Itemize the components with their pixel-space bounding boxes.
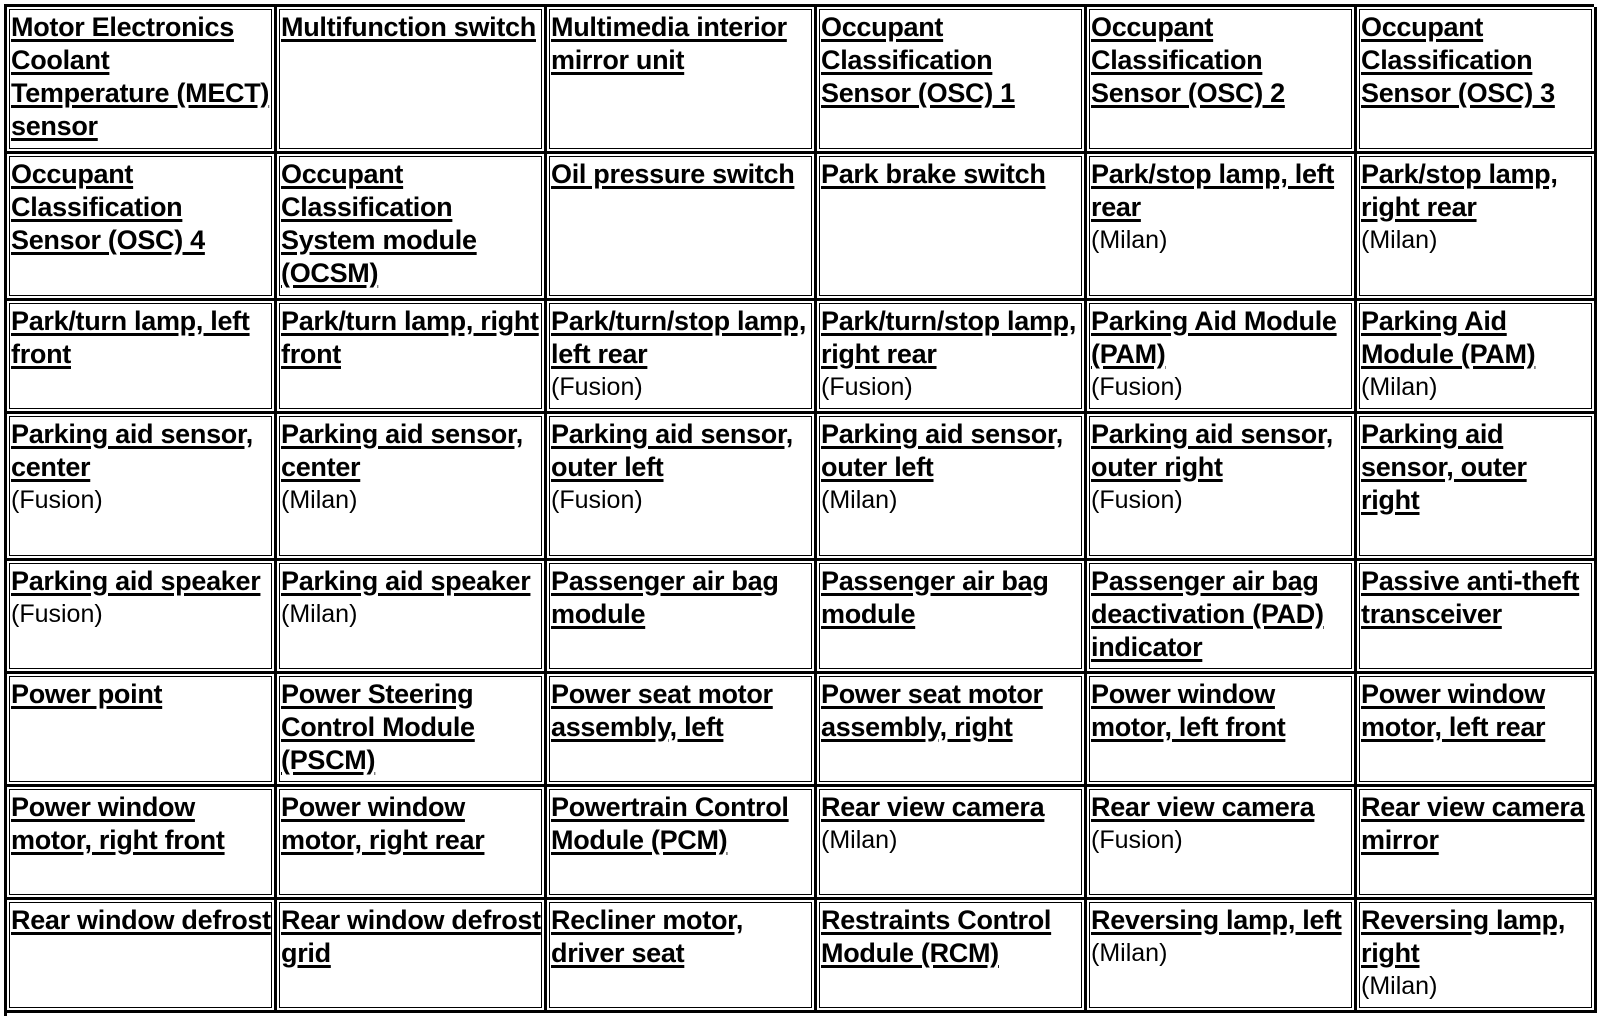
table-cell bbox=[1357, 414, 1597, 561]
vehicle-note: (Fusion) bbox=[551, 373, 643, 401]
component-link[interactable]: Power point bbox=[11, 679, 163, 709]
table-cell bbox=[277, 561, 547, 674]
table-cell bbox=[1357, 561, 1597, 674]
component-link[interactable]: Park/turn lamp, right front bbox=[281, 306, 539, 369]
table-cell bbox=[7, 154, 277, 301]
table-cell bbox=[1087, 900, 1357, 1013]
table-cell bbox=[7, 561, 277, 674]
table-cell bbox=[547, 674, 817, 787]
component-link[interactable]: Power window motor, right rear bbox=[281, 792, 485, 855]
table-cell bbox=[817, 787, 1087, 900]
table-cell bbox=[7, 900, 277, 1013]
vehicle-note: (Milan) bbox=[821, 486, 898, 514]
component-link[interactable]: Power seat motor assembly, right bbox=[821, 679, 1043, 742]
component-link[interactable]: Multifunction switch bbox=[281, 12, 536, 42]
table-cell bbox=[1087, 154, 1357, 301]
component-link[interactable]: Rear view camera mirror bbox=[1361, 792, 1585, 855]
component-link[interactable]: Parking aid sensor, outer right bbox=[1091, 419, 1333, 482]
table-cell bbox=[817, 301, 1087, 414]
component-link[interactable]: Power Steering Control Module (PSCM) bbox=[281, 679, 475, 775]
table-cell bbox=[277, 414, 547, 561]
table-cell bbox=[547, 7, 817, 154]
vehicle-note: (Fusion) bbox=[11, 600, 103, 628]
table-cell bbox=[277, 674, 547, 787]
vehicle-note: (Fusion) bbox=[11, 486, 103, 514]
vehicle-note: (Milan) bbox=[1091, 226, 1168, 254]
table-cell bbox=[547, 301, 817, 414]
component-link[interactable]: Parking Aid Module (PAM) bbox=[1361, 306, 1536, 369]
table-cell bbox=[1087, 301, 1357, 414]
component-link[interactable]: Rear window defrost bbox=[11, 905, 271, 935]
component-link[interactable]: Park/turn/stop lamp, right rear bbox=[821, 306, 1077, 369]
component-link[interactable]: Parking aid speaker bbox=[281, 566, 531, 596]
vehicle-note: (Fusion) bbox=[551, 486, 643, 514]
table-cell bbox=[547, 414, 817, 561]
component-link[interactable]: Passenger air bag deactivation (PAD) indicator bbox=[1091, 566, 1324, 662]
table-cell bbox=[547, 787, 817, 900]
component-link[interactable]: Parking aid sensor, outer right bbox=[1361, 419, 1527, 515]
table-cell bbox=[547, 154, 817, 301]
component-link[interactable]: Occupant Classification Sensor (OSC) 1 bbox=[821, 12, 1015, 108]
component-link[interactable]: Parking aid sensor, outer left bbox=[821, 419, 1063, 482]
table-cell bbox=[817, 7, 1087, 154]
table-cell bbox=[1357, 301, 1597, 414]
table-cell bbox=[547, 900, 817, 1013]
component-link[interactable]: Occupant Classification Sensor (OSC) 3 bbox=[1361, 12, 1555, 108]
table-cell bbox=[277, 301, 547, 414]
component-link[interactable]: Rear view camera bbox=[1091, 792, 1315, 822]
table-cell bbox=[1087, 674, 1357, 787]
component-link[interactable]: Powertrain Control Module (PCM) bbox=[551, 792, 789, 855]
component-link[interactable]: Power seat motor assembly, left bbox=[551, 679, 773, 742]
component-link[interactable]: Parking aid sensor, center bbox=[281, 419, 523, 482]
table-cell bbox=[277, 900, 547, 1013]
vehicle-note: (Fusion) bbox=[1091, 373, 1183, 401]
component-link[interactable]: Park/stop lamp, right rear bbox=[1361, 159, 1558, 222]
component-link[interactable]: Park/stop lamp, left rear bbox=[1091, 159, 1335, 222]
component-index-table bbox=[4, 4, 1594, 1016]
table-cell bbox=[277, 7, 547, 154]
component-link[interactable]: Passenger air bag module bbox=[551, 566, 779, 629]
component-link[interactable]: Occupant Classification System module (OCSM) bbox=[281, 159, 477, 288]
component-link[interactable]: Recliner motor, driver seat bbox=[551, 905, 744, 968]
component-link[interactable]: Parking aid sensor, outer left bbox=[551, 419, 793, 482]
table-cell bbox=[817, 414, 1087, 561]
table-cell bbox=[7, 787, 277, 900]
table-cell bbox=[1357, 900, 1597, 1013]
table-cell bbox=[1087, 787, 1357, 900]
table-cell bbox=[547, 561, 817, 674]
table-cell bbox=[1357, 154, 1597, 301]
component-link[interactable]: Restraints Control Module (RCM) bbox=[821, 905, 1052, 968]
vehicle-note: (Fusion) bbox=[821, 373, 913, 401]
component-link[interactable]: Power window motor, right front bbox=[11, 792, 225, 855]
component-link[interactable]: Park/turn lamp, left front bbox=[11, 306, 250, 369]
table-cell bbox=[1087, 414, 1357, 561]
vehicle-note: (Milan) bbox=[281, 600, 358, 628]
component-link[interactable]: Motor Electronics Coolant Temperature (MECT) sensor bbox=[11, 12, 270, 141]
table-cell bbox=[1357, 787, 1597, 900]
component-link[interactable]: Reversing lamp, left bbox=[1091, 905, 1342, 935]
component-link[interactable]: Park brake switch bbox=[821, 159, 1046, 189]
vehicle-note: (Milan) bbox=[1361, 226, 1438, 254]
vehicle-note: (Milan) bbox=[1361, 373, 1438, 401]
component-link[interactable]: Multimedia interior mirror unit bbox=[551, 12, 787, 75]
component-link[interactable]: Power window motor, left rear bbox=[1361, 679, 1546, 742]
table-cell bbox=[277, 787, 547, 900]
component-link[interactable]: Occupant Classification Sensor (OSC) 4 bbox=[11, 159, 205, 255]
component-link[interactable]: Rear window defrost grid bbox=[281, 905, 541, 968]
table-cell bbox=[1357, 7, 1597, 154]
table-cell bbox=[817, 900, 1087, 1013]
component-link[interactable]: Oil pressure switch bbox=[551, 159, 795, 189]
component-link[interactable]: Parking Aid Module (PAM) bbox=[1091, 306, 1337, 369]
table-cell bbox=[7, 301, 277, 414]
table-cell bbox=[7, 414, 277, 561]
component-link[interactable]: Park/turn/stop lamp, left rear bbox=[551, 306, 807, 369]
table-cell bbox=[277, 154, 547, 301]
component-link[interactable]: Passive anti-theft transceiver bbox=[1361, 566, 1580, 629]
table-cell bbox=[817, 561, 1087, 674]
component-link[interactable]: Power window motor, left front bbox=[1091, 679, 1286, 742]
vehicle-note: (Milan) bbox=[1361, 972, 1438, 1000]
table-cell bbox=[1087, 7, 1357, 154]
table-cell bbox=[1357, 674, 1597, 787]
vehicle-note: (Fusion) bbox=[1091, 826, 1183, 854]
table-cell bbox=[817, 674, 1087, 787]
vehicle-note: (Milan) bbox=[821, 826, 898, 854]
vehicle-note: (Milan) bbox=[1091, 939, 1168, 967]
component-link[interactable]: Passenger air bag module bbox=[821, 566, 1049, 629]
component-link[interactable]: Rear view camera bbox=[821, 792, 1045, 822]
table-cell bbox=[7, 674, 277, 787]
table-cell bbox=[817, 154, 1087, 301]
vehicle-note: (Milan) bbox=[281, 486, 358, 514]
table-cell bbox=[1087, 561, 1357, 674]
table-cell bbox=[7, 7, 277, 154]
component-link[interactable]: Reversing lamp, right bbox=[1361, 905, 1566, 968]
component-link[interactable]: Parking aid speaker bbox=[11, 566, 261, 596]
component-link[interactable]: Occupant Classification Sensor (OSC) 2 bbox=[1091, 12, 1285, 108]
component-link[interactable]: Parking aid sensor, center bbox=[11, 419, 253, 482]
vehicle-note: (Fusion) bbox=[1091, 486, 1183, 514]
